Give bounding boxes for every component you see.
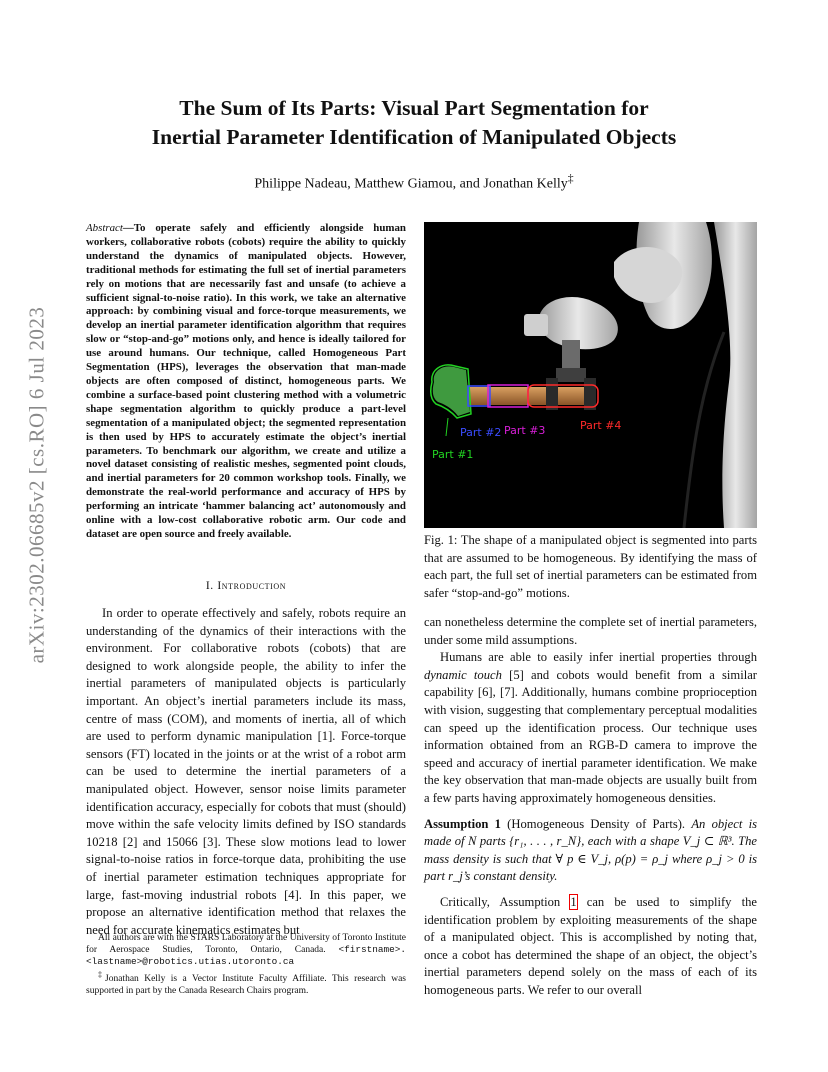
footnotes [86, 932, 406, 998]
figure-illustration [424, 222, 757, 528]
continuation-paragraph: can nonetheless determine the complete set of inertial parameters, under some mild assumptions. [424, 615, 757, 647]
kelly-text: Jonathan Kelly is a Vector Institute Faculty Affiliate. This research was supported in part by the Canada Research Chairs program. [86, 974, 407, 997]
abstract [86, 222, 406, 542]
label-part-3: Part #3 [504, 424, 546, 437]
right-column-body [424, 614, 757, 999]
affiliation-text: All authors are with the STARS Laboratory at the University of Toronto Institute for Aerospace Studies, Toronto, Ontario, Canada. [86, 933, 406, 955]
authors-text: Philippe Nadeau, Matthew Giamou, and Jonathan Kelly [254, 176, 568, 192]
humans-post: [5] and cobots would benefit from a similar capability [6], [7]. Additionally, humans combine proprioception with vision, suggesting that complementary perceptual modalities can speed up the identification process. Our technique uses information obtained from an RGB-D camera to improve the speed and accuracy of inertial parameter identification. We make the key observation that man-made objects are usually built from a few parts having approximately homogeneous densities. [424, 667, 758, 805]
hammer-handle [458, 387, 596, 405]
author-footnote-mark: ‡ [567, 172, 574, 185]
assumption-1 [424, 816, 757, 886]
robot-hammer-figure [424, 222, 757, 528]
author-list [90, 172, 738, 193]
section-title: Introduction [217, 579, 287, 592]
title-line-2: Inertial Parameter Identification of Manipulated Objects [151, 125, 677, 149]
assumption-label: Assumption 1 [424, 816, 501, 831]
label-part-2: Part #2 [460, 426, 502, 439]
paper-title [90, 94, 738, 152]
label-part-1: Part #1 [432, 448, 474, 461]
critically-post: can be used to simplify the identification problem by exploiting measurements of the shape of a manipulated object. This is accomplished by noting that, once a cobot has determined the shape of an object, the object’s inertial parameters depend solely on the mass of each of its homogeneous parts. We refer to our overall [424, 894, 757, 997]
email-pattern: <firstname>.<lastname>@robotics.utias.utoronto.ca [86, 944, 406, 967]
label-part-4: Part #4 [580, 419, 622, 432]
section-heading [86, 579, 406, 592]
dynamic-touch-emphasis: dynamic touch [424, 667, 502, 682]
footnote-kelly [86, 969, 406, 997]
critically-paragraph [424, 894, 757, 1000]
intro-paragraph-1: In order to operate effectively and safely, robots require an understanding of the dynamics of their interactions with the environment. For collaborative robots (cobots) that are designed to work alongside people, the ability to infer the inertial parameters of manipulated objects is particularly important. An object’s inertial parameters include its mass, centre of mass (COM), and moments of inertia, all of which are used to perform dynamic manipulation [1]. Force-torque sensors (FT) located in the joints or at the wrist of a robot arm can be used to determine the inertial parameters of a manipulated object. However, sensor noise limits parameter identification accuracy, especially for cobots that must (should) move within the safe velocity limits defined by ISO standards 10218 [2] and 15066 [3]. These slow motions lead to lower signal-to-noise ratios in force-torque data, prohibiting the use of inertial parameter estimation techniques appropriate for large, fast-moving industrial robots [4]. In this paper, we propose an alternative identification method that relaxes the need for accurate kinematics estimates but [86, 606, 406, 937]
abstract-text: To operate safely and efficiently alongside human workers, collaborative robots (cobots) require the ability to quickly understand the dynamics of manipulated objects. However, traditional methods for estimating the full set of inertial parameters rely on motions that are necessarily fast and unsafe (to achieve a sufficient signal-to-noise ratio). In this work, we take an alternative approach: by combining visual and force-torque measurements, we develop an inertial parameter identification algorithm that requires slow or “stop-and-go” motions only, and hence is ideally tailored for use around humans. Our technique, called Homogeneous Part Segmentation (HPS), leverages the observation that man-made objects are often composed of distinct, homogeneous parts. We combine a surface-based point clustering method with a volumetric shape segmentation algorithm to quickly produce a part-level segmentation of a manipulated object; the segmented representation is then used by HPS to accurately estimate the object’s inertial parameters. To benchmark our algorithm, we create and utilize a novel dataset consisting of realistic meshes, segmented point clouds, and inertial parameters for 20 common workshop tools. Finally, we demonstrate the real-world performance and accuracy of HPS by performing an intricate ‘hammer balancing act’ autonomously and online with a low-cost collaborative robotic arm. Our code and dataset are open source and freely available. [86, 222, 406, 540]
abstract-dash: — [122, 222, 134, 234]
arxiv-sidebar [22, 300, 52, 670]
intro-column [86, 605, 406, 939]
assumption-ref-link[interactable]: 1 [570, 894, 577, 909]
section-number: I. [205, 579, 214, 592]
humans-pre: Humans are able to easily infer inertial properties through [440, 650, 757, 665]
assumption-text: An object is made of N parts {r₁, . . . , r_N}, each with a shape V_j ⊂ ℝ³. The mass density is such that ∀ p ∈ V_j, ρ(p) = ρ_j where ρ_j > 0 is part r_j’s constant density. [424, 816, 757, 884]
critically-pre: Critically, Assumption [440, 894, 571, 909]
footnote-affiliation [86, 932, 406, 968]
title-line-1: The Sum of Its Parts: Visual Part Segmentation for [179, 96, 649, 120]
humans-paragraph [424, 649, 757, 807]
abstract-label: Abstract [86, 222, 123, 234]
figure-caption: Fig. 1: The shape of a manipulated object is segmented into parts that are assumed to be homogeneous. By identifying the mass of each part, the full set of inertial parameters can be estimated from safer “stop-and-go” motions. [424, 533, 757, 600]
arxiv-identifier: arXiv:2302.06685v2 [cs.RO] 6 Jul 2023 [24, 306, 49, 664]
footnote-mark: ‡ [98, 970, 106, 979]
assumption-name: (Homogeneous Density of Parts). [500, 816, 692, 831]
